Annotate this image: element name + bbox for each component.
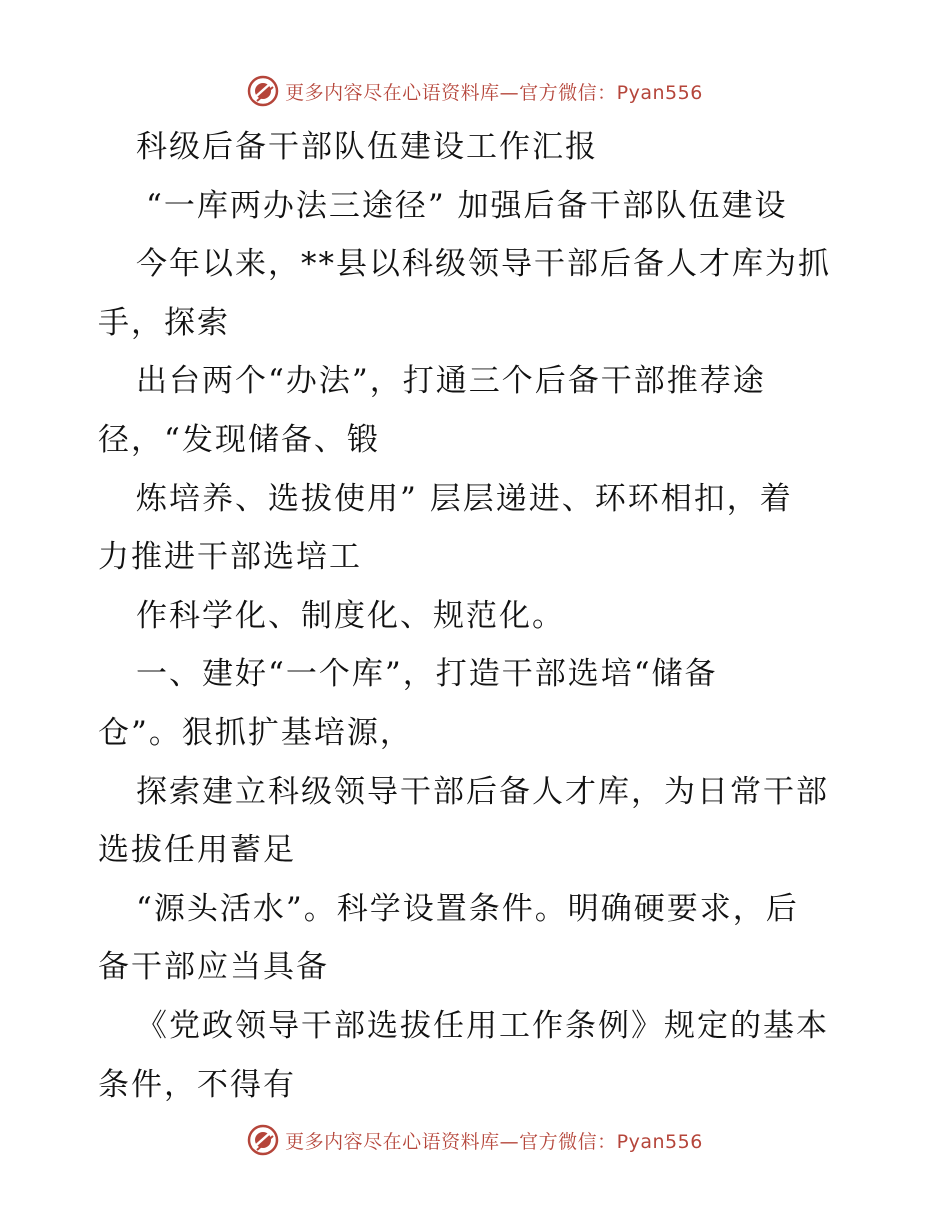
document-body [98, 118, 858, 1114]
paragraph-line: 条件，不得有 [98, 1066, 296, 1103]
paragraph-line: 探索建立科级领导干部后备人才库，为日常干部 [136, 773, 829, 810]
paragraph-line: 作科学化、制度化、规范化。 [136, 597, 565, 634]
paragraph-line: 炼培养、选拔使用” 层层递进、环环相扣，着 [136, 480, 793, 517]
paragraph-line: 仓”。狠抓扩基培源， [98, 714, 413, 751]
document-title: 科级后备干部队伍建设工作汇报 [136, 129, 598, 165]
header-banner [0, 71, 950, 111]
seal-logo-icon [247, 1124, 279, 1156]
paragraph-line: 今年以来，**县以科级领导干部后备人才库为抓 [136, 246, 831, 283]
banner-text: 更多内容尽在心语资料库—官方微信：Pyan556 [285, 1130, 703, 1153]
banner-text: 更多内容尽在心语资料库—官方微信：Pyan556 [285, 81, 703, 104]
section-heading-line: 一、建好“一个库”，打造干部选培“储备 [136, 656, 718, 693]
paragraph-line: 《党政领导干部选拔任用工作条例》规定的基本 [136, 1007, 829, 1044]
document-subtitle: “一库两办法三途径” 加强后备干部队伍建设 [146, 187, 788, 224]
paragraph-line: 备干部应当具备 [98, 949, 329, 986]
paragraph-line: 力推进干部选培工 [98, 539, 362, 576]
seal-logo-icon [247, 75, 279, 107]
paragraph-line: 径，“发现储备、锻 [98, 421, 380, 458]
paragraph-line: “源头活水”。科学设置条件。明确硬要求，后 [136, 890, 799, 927]
paragraph-line: 出台两个“办法”，打通三个后备干部推荐途 [136, 363, 766, 400]
paragraph-line: 选拔任用蓄足 [98, 832, 296, 869]
paragraph-line: 手，探索 [98, 304, 230, 341]
footer-banner [0, 1120, 950, 1160]
